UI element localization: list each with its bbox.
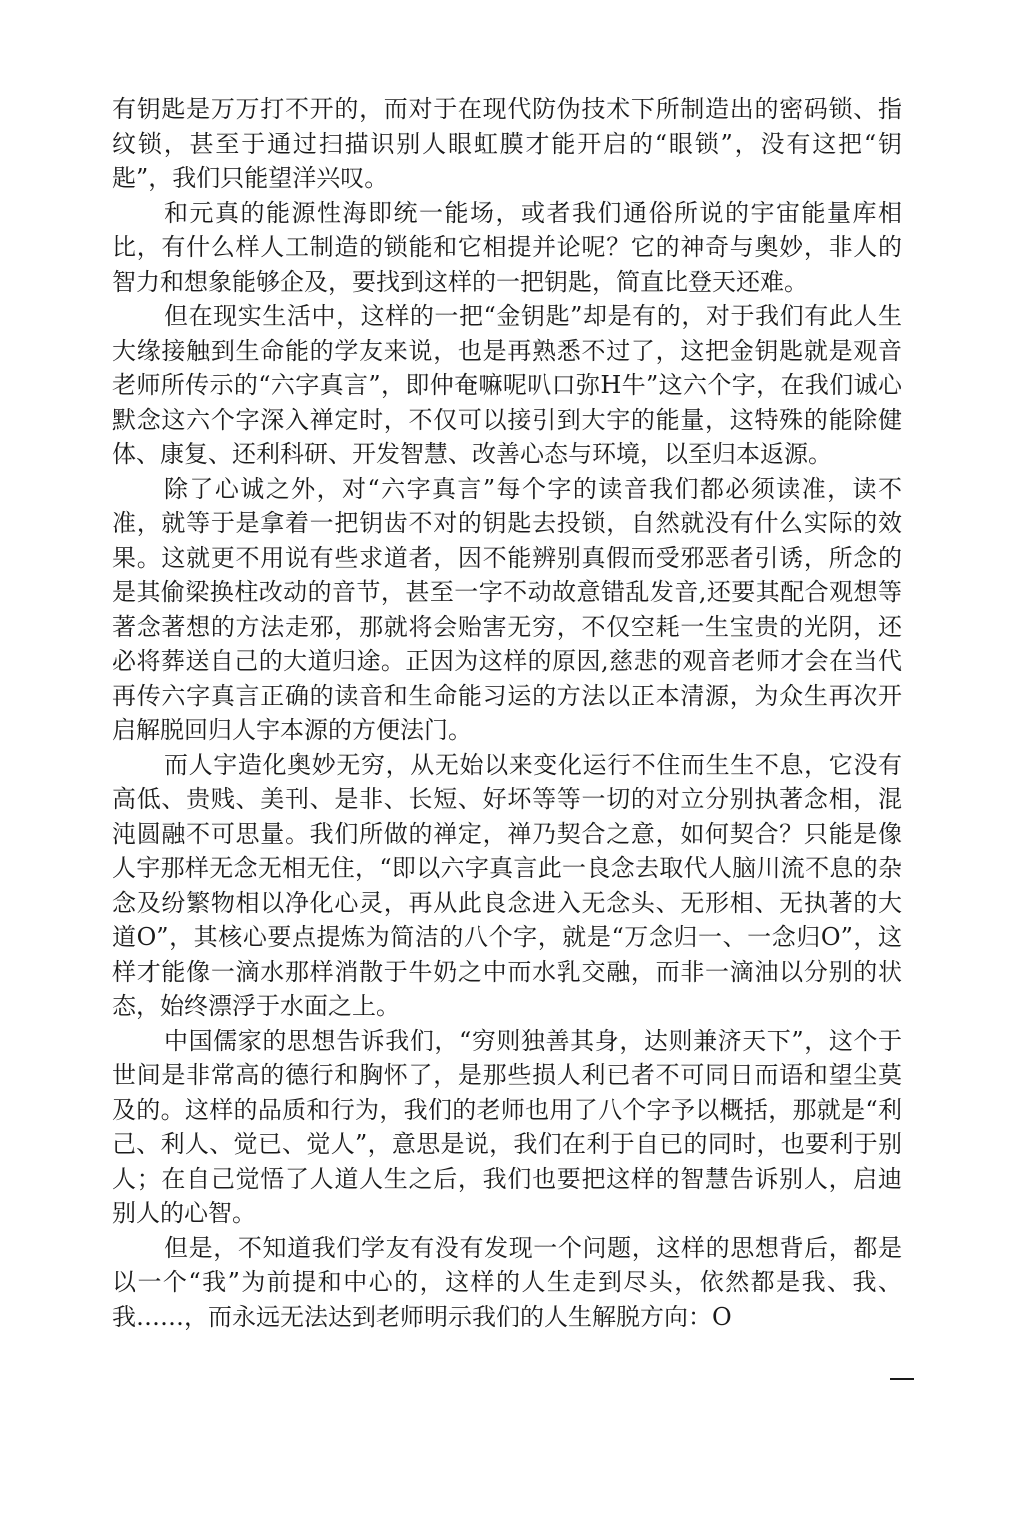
paragraph-4: 除了心诚之外，对“六字真言”每个字的读音我们都必须读准，读不准，就等于是拿着一把钥齿不对的钥匙去投锁，自然就没有什么实际的效果。这就更不用说有些求道者，因不能辨别真假而受邪恶者引诱，所念的是其偷梁换柱改动的音节，甚至一字不动故意错乱发音,还要其配合观想等著念著想的方法走邪，那就将会贻害无穷，不仅空耗一生宝贵的光阴，还必将葬送自己的大道归途。正因为这样的原因,慈悲的观音老师才会在当代再传六字真言正确的读音和生命能习运的方法以正本清源，为众生再次开启解脱回归人宇本源的方便法门。	[112, 474, 902, 744]
paragraph-1: 有钥匙是万万打不开的，而对于在现代防伪技术下所制造出的密码锁、指纹锁，甚至于通过扫描识别人眼虹膜才能开启的“眼锁”，没有这把“钥匙”，我们只能望洋兴叹。	[112, 95, 902, 192]
dash-mark	[890, 1378, 914, 1380]
paragraph-7: 但是，不知道我们学友有没有发现一个问题，这样的思想背后，都是以一个“我”为前提和中心的，这样的人生走到尽头，依然都是我、我、我……，而永远无法达到老师明示我们的人生解脱方向：O	[112, 1233, 902, 1331]
paragraph-3: 但在现实生活中，这样的一把“金钥匙”却是有的，对于我们有此人生大缘接触到生命能的学友来说，也是再熟悉不过了，这把金钥匙就是观音老师所传示的“六字真言”，即仲奄嘛呢叭口弥H牛”这六个字，在我们诚心默念这六个字深入禅定时，不仅可以接引到大宇的能量，这特殊的能除健体、康复、还利科研、开发智慧、改善心态与环境，以至归本返源。	[112, 302, 902, 468]
paragraph-5: 而人宇造化奥妙无穷，从无始以来变化运行不住而生生不息，它没有高低、贵贱、美刊、是非、长短、好坏等等一切的对立分别执著念相，混沌圆融不可思量。我们所做的禅定，禅乃契合之意，如何契合？只能是像人宇那样无念无相无住，“即以六字真言此一良念去取代人脑川流不息的杂念及纷繁物相以净化心灵，再从此良念进入无念头、无形相、无执著的大道O”，其核心要点提炼为简洁的八个字，就是“万念归一、一念归O”，这样才能像一滴水那样消散于牛奶之中而水乳交融，而非一滴油以分别的状态，始终漂浮于水面之上。	[112, 750, 902, 1020]
paragraph-2: 和元真的能源性海即统一能场，或者我们通俗所说的宇宙能量库相比，有什么样人工制造的锁能和它相提并论呢？它的神奇与奥妙，非人的智力和想象能够企及，要找到这样的一把钥匙，简直比登天还难。	[112, 198, 902, 296]
body-text	[112, 92, 902, 1334]
paragraph-6: 中国儒家的思想告诉我们，“穷则独善其身，达则兼济天下”，这个于世间是非常高的德行和胸怀了，是那些损人利已者不可同日而语和望尘莫及的。这样的品质和行为，我们的老师也用了八个字予以概括，那就是“利己、利人、觉已、觉人”，意思是说，我们在利于自已的同时，也要利于别人；在自己觉悟了人道人生之后，我们也要把这样的智慧告诉别人，启迪别人的心智。	[112, 1026, 902, 1227]
